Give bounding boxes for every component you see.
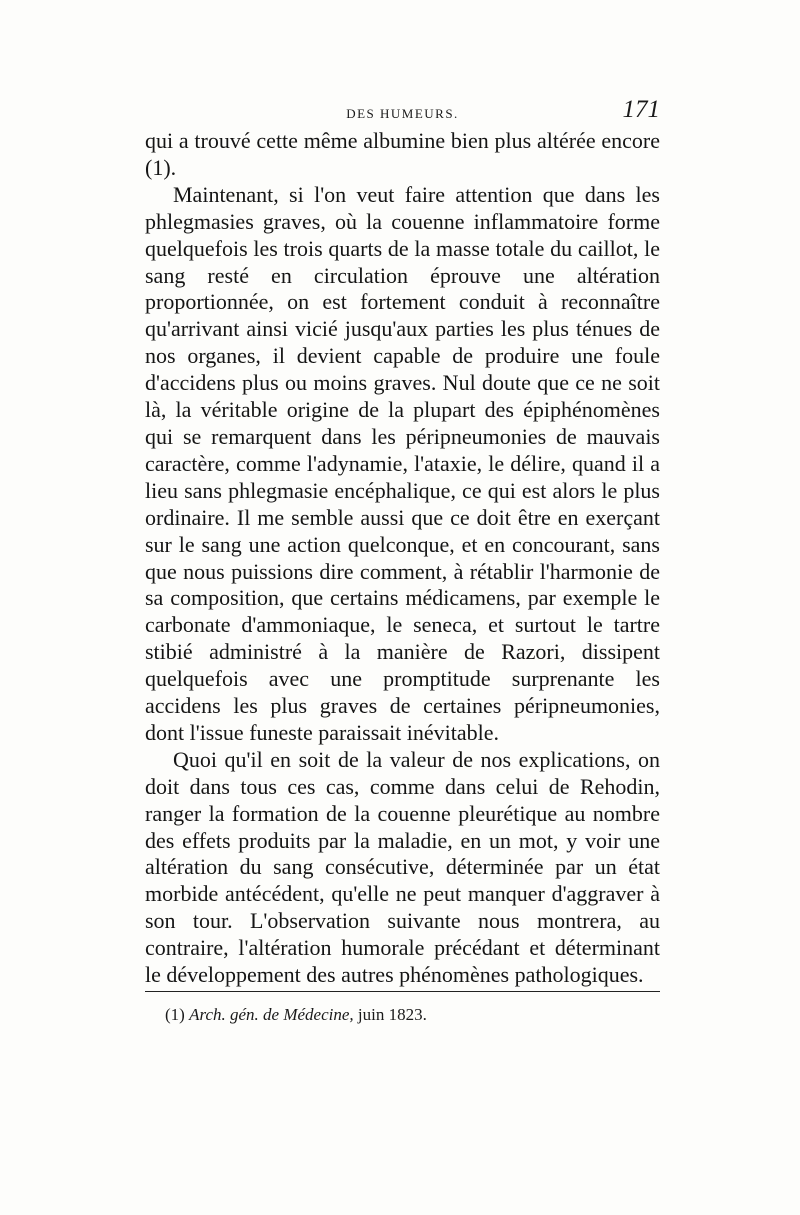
- footnote: [165, 1005, 660, 1025]
- paragraph: Maintenant, si l'on veut faire attention que dans les phlegmasies graves, où la couenne inflammatoire forme quelquefois les trois quarts de la masse totale du caillot, le sang resté en circulation éprouve une altération proportionnée, on est fortement conduit à reconnaître qu'arrivant ainsi vicié jusqu'aux parties les plus ténues de nos organes, il devient capable de produire une foule d'accidens plus ou moins graves. Nul doute que ce ne soit là, la véritable origine de la plupart des épiphénomènes qui se remarquent dans les péripneumonies de mauvais caractère, comme l'adynamie, l'ataxie, le délire, quand il a lieu sans phlegmasie encéphalique, ce qui est alors le plus ordinaire. Il me semble aussi que ce doit être en exerçant sur le sang une action quelconque, et en concourant, sans que nous puissions dire comment, à rétablir l'harmonie de sa composition, que certains médicamens, par exemple le carbonate d'ammoniaque, le seneca, et surtout le tartre stibié administré à la manière de Razori, dissipent quelquefois avec une promptitude surprenante les accidens les plus graves de certaines péripneumonies, dont l'issue funeste paraissait inévitable.: [145, 181, 660, 745]
- footnote-marker: (1): [165, 1005, 185, 1024]
- page-number: 171: [622, 96, 660, 123]
- body-text: [145, 128, 660, 989]
- running-head: DES HUMEURS.: [346, 106, 459, 121]
- footnote-source: Arch. gén. de Médecine,: [189, 1005, 354, 1024]
- paragraph: qui a trouvé cette même albumine bien plus altérée encore (1).: [145, 128, 660, 180]
- footnote-date: juin 1823.: [357, 1005, 427, 1024]
- page-header: [145, 96, 660, 130]
- paragraph: Quoi qu'il en soit de la valeur de nos explications, on doit dans tous ces cas, comme dans celui de Rehodin, ranger la formation de la couenne pleurétique au nombre des effets produits par la maladie, en un mot, y voir une altération du sang consécutive, déterminée par un état morbide antécédent, qu'elle ne peut manquer d'aggraver à son tour. L'observation suivante nous montrera, au contraire, l'altération humorale précédant et déterminant le développement des autres phénomènes pathologiques.: [145, 746, 660, 988]
- footnote-rule: [145, 991, 660, 992]
